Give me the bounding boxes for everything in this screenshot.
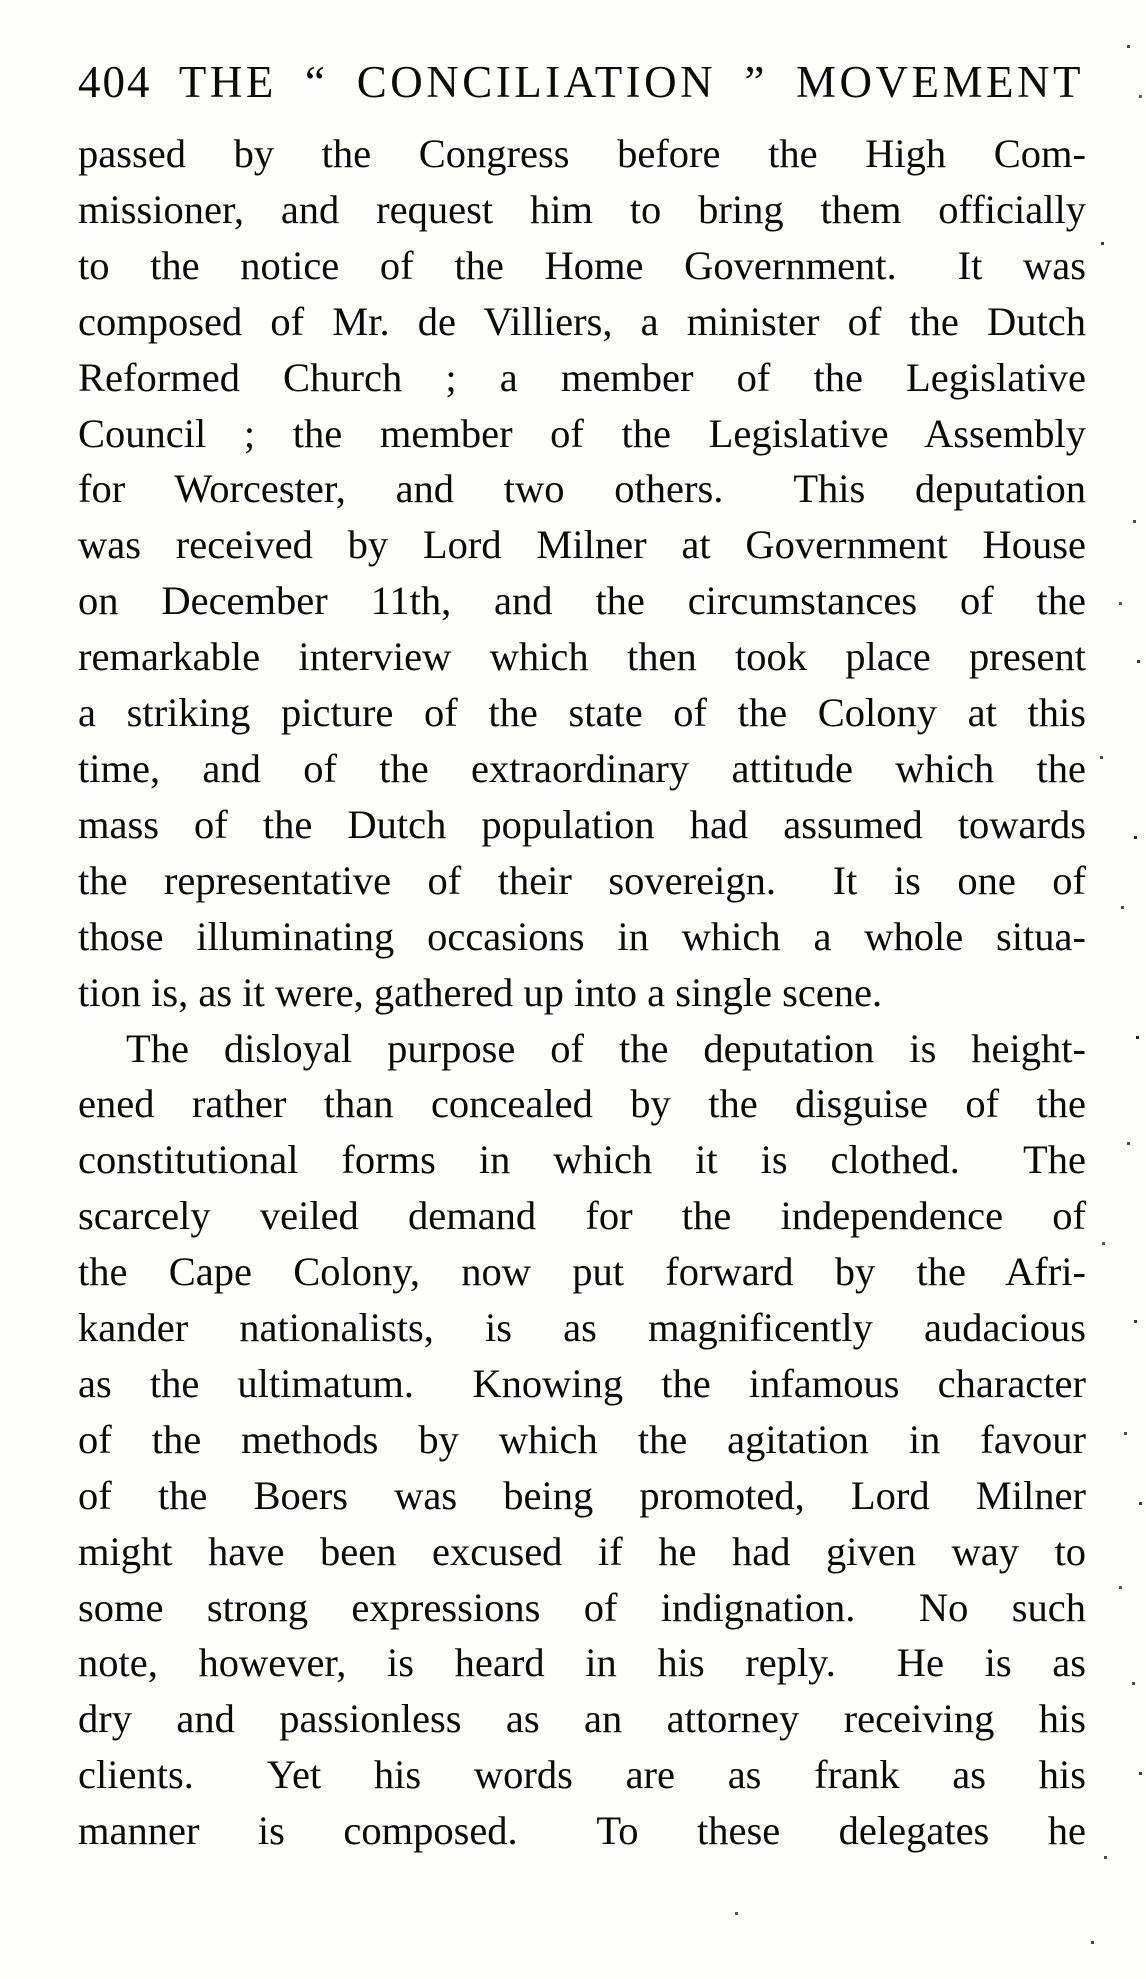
text-line: to the notice of the Home Government. It was [78, 242, 1086, 288]
text-line: the Cape Colony, now put forward by the Afri- [78, 1249, 1086, 1295]
text-line: manner is composed. To these delegates he [78, 1808, 1086, 1854]
text-line: some strong expressions of indignation. No such [78, 1584, 1086, 1630]
text-line: The disloyal purpose of the deputation is height- [126, 1025, 1086, 1071]
text-line: Reformed Church ; a member of the Legislative [78, 354, 1086, 400]
page-body [78, 126, 1086, 1859]
text-line: Council ; the member of the Legislative Assembly [78, 410, 1086, 456]
text-line: the representative of their sovereign. It is one of [78, 857, 1086, 903]
text-line: of the methods by which the agitation in favour [78, 1416, 1086, 1462]
text-line: passed by the Congress before the High Com- [78, 131, 1086, 176]
text-line: composed of Mr. de Villiers, a minister of the Dutch [78, 298, 1086, 344]
text-line: constitutional forms in which it is clothed. The [78, 1137, 1086, 1183]
page-header [78, 57, 1084, 107]
text-line: tion is, as it were, gathered up into a single scene. [78, 969, 883, 1015]
text-line: remarkable interview which then took place present [78, 634, 1086, 680]
text-line: scarcely veiled demand for the independence of [78, 1193, 1086, 1239]
text-line: as the ultimatum. Knowing the infamous character [78, 1360, 1086, 1406]
text-line: of the Boers was being promoted, Lord Milner [78, 1472, 1086, 1518]
text-line: might have been excused if he had given way to [78, 1528, 1086, 1574]
text-line: note, however, is heard in his reply. He is as [78, 1640, 1086, 1686]
text-line: clients. Yet his words are as frank as his [78, 1752, 1086, 1798]
text-line: on December 11th, and the circumstances of the [78, 578, 1086, 624]
text-line: for Worcester, and two others. This deputation [78, 466, 1086, 512]
running-title: THE “ CONCILIATION ” MOVEMENT [178, 57, 1084, 107]
text-line: dry and passionless as an attorney receiving his [78, 1696, 1086, 1742]
text-line: missioner, and request him to bring them officially [78, 186, 1086, 232]
text-line: kander nationalists, is as magnificently audacious [78, 1305, 1086, 1351]
text-line: those illuminating occasions in which a whole situa- [78, 913, 1086, 959]
text-line: a striking picture of the state of the Colony at this [78, 690, 1086, 736]
text-line: was received by Lord Milner at Government House [78, 522, 1086, 568]
text-line: mass of the Dutch population had assumed towards [78, 801, 1086, 847]
text-line: time, and of the extraordinary attitude which the [78, 745, 1086, 791]
page-number: 404 [78, 57, 152, 107]
text-line: ened rather than concealed by the disguise of the [78, 1081, 1086, 1127]
